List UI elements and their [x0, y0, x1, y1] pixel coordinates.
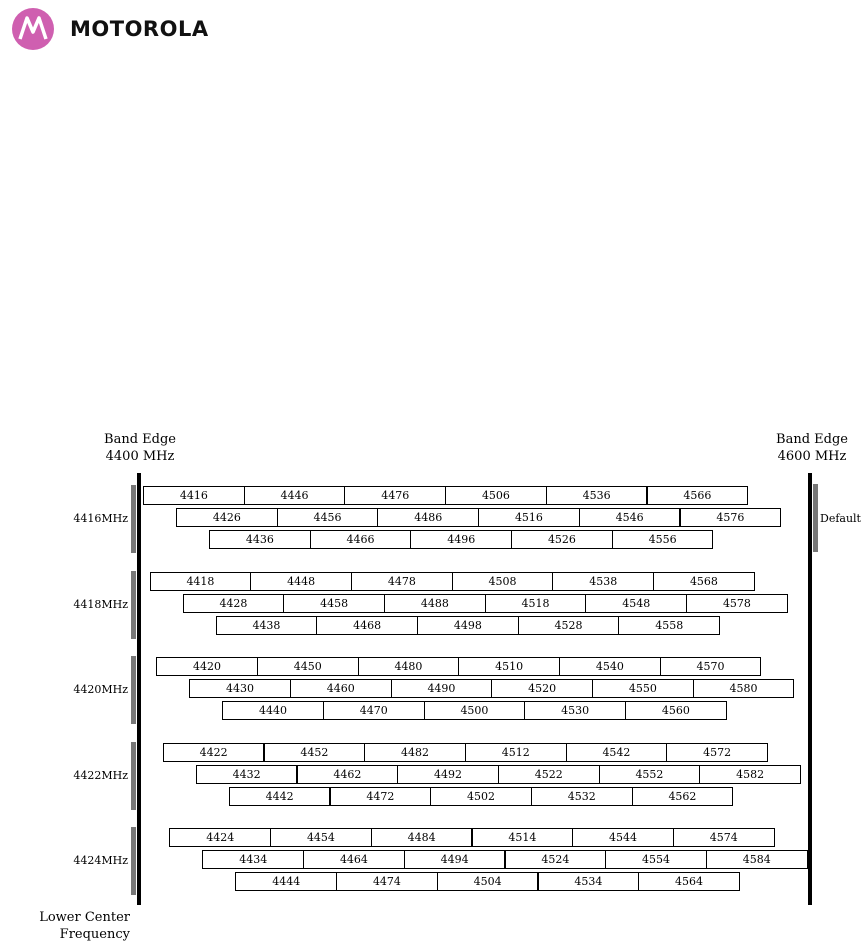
channel-cell: 4542 — [566, 743, 668, 762]
band-edge-right-line — [808, 473, 812, 905]
channel-cell: 4512 — [465, 743, 567, 762]
channel-cell: 4434 — [202, 850, 304, 869]
channel-cell: 4568 — [653, 572, 755, 591]
channel-cell: 4534 — [538, 872, 640, 891]
channel-cell: 4564 — [638, 872, 740, 891]
channel-cell: 4426 — [176, 508, 278, 527]
channel-cell: 4570 — [660, 657, 762, 676]
channel-cell: 4420 — [156, 657, 258, 676]
default-label: Default — [820, 512, 861, 525]
channel-cell: 4530 — [524, 701, 626, 720]
group-marker-bar — [131, 656, 136, 724]
channel-cell: 4474 — [336, 872, 438, 891]
channel-cell: 4558 — [618, 616, 720, 635]
channel-cell: 4546 — [579, 508, 681, 527]
channel-cell: 4496 — [410, 530, 512, 549]
channel-cell: 4478 — [351, 572, 453, 591]
band-edge-left-line — [137, 473, 141, 905]
motorola-logo — [12, 8, 209, 50]
group-marker-bar — [131, 571, 136, 639]
channel-cell: 4578 — [686, 594, 788, 613]
channel-cell: 4532 — [531, 787, 633, 806]
group-marker-bar — [131, 485, 136, 553]
channel-cell: 4538 — [552, 572, 654, 591]
channel-cell: 4442 — [229, 787, 331, 806]
channel-cell: 4446 — [244, 486, 346, 505]
channel-cell: 4488 — [384, 594, 486, 613]
group-label: 4420MHz — [73, 683, 128, 696]
channel-cell: 4448 — [250, 572, 352, 591]
channel-cell: 4466 — [310, 530, 412, 549]
channel-cell: 4424 — [169, 828, 271, 847]
channel-cell: 4566 — [647, 486, 749, 505]
channel-cell: 4522 — [498, 765, 600, 784]
channel-cell: 4576 — [680, 508, 782, 527]
channel-cell: 4574 — [673, 828, 775, 847]
channel-cell: 4526 — [511, 530, 613, 549]
channel-cell: 4454 — [270, 828, 372, 847]
channel-cell: 4502 — [430, 787, 532, 806]
lower-center-frequency-label: Lower Center Frequency — [39, 910, 130, 942]
group-label: 4422MHz — [73, 768, 128, 782]
channel-cell: 4556 — [612, 530, 714, 549]
channel-cell: 4480 — [358, 657, 460, 676]
channel-cell: 4524 — [505, 850, 607, 869]
motorola-batwing-icon — [12, 8, 54, 50]
channel-cell: 4548 — [585, 594, 687, 613]
channel-cell: 4464 — [303, 850, 405, 869]
channel-cell: 4484 — [371, 828, 473, 847]
channel-cell: 4422 — [163, 743, 265, 762]
band-edge-right-label: Band Edge 4600 MHz — [776, 432, 848, 464]
channel-cell: 4490 — [391, 679, 493, 698]
group-label: 4416MHz — [73, 512, 128, 525]
group-marker-bar — [131, 742, 136, 810]
channel-cell: 4430 — [189, 679, 291, 698]
channel-cell: 4476 — [344, 486, 446, 505]
channel-cell: 4438 — [216, 616, 318, 635]
band-edge-left-label: Band Edge 4400 MHz — [104, 432, 176, 464]
channel-cell: 4436 — [209, 530, 311, 549]
channel-cell: 4518 — [485, 594, 587, 613]
channel-cell: 4520 — [491, 679, 593, 698]
brand-name: MOTOROLA — [70, 17, 209, 41]
channel-cell: 4416 — [143, 486, 245, 505]
channel-cell: 4544 — [572, 828, 674, 847]
channel-cell: 4508 — [452, 572, 554, 591]
channel-cell: 4584 — [706, 850, 808, 869]
channel-cell: 4468 — [316, 616, 418, 635]
channel-cell: 4460 — [290, 679, 392, 698]
channel-cell: 4494 — [404, 850, 506, 869]
channel-cell: 4450 — [257, 657, 359, 676]
channel-cell: 4550 — [592, 679, 694, 698]
channel-cell: 4500 — [424, 701, 526, 720]
channel-cell: 4506 — [445, 486, 547, 505]
channel-cell: 4504 — [437, 872, 539, 891]
channel-cell: 4582 — [699, 765, 801, 784]
default-marker-bar — [813, 484, 818, 552]
channel-cell: 4552 — [599, 765, 701, 784]
channel-cell: 4492 — [397, 765, 499, 784]
channel-cell: 4514 — [472, 828, 574, 847]
group-marker-bar — [131, 827, 136, 895]
channel-cell: 4470 — [323, 701, 425, 720]
channel-cell: 4456 — [277, 508, 379, 527]
channel-cell: 4498 — [417, 616, 519, 635]
channel-cell: 4452 — [264, 743, 366, 762]
channel-cell: 4572 — [666, 743, 768, 762]
channel-cell: 4458 — [283, 594, 385, 613]
channel-cell: 4562 — [632, 787, 734, 806]
channel-cell: 4528 — [518, 616, 620, 635]
channel-cell: 4580 — [693, 679, 795, 698]
channel-cell: 4510 — [458, 657, 560, 676]
channel-cell: 4432 — [196, 765, 298, 784]
group-label: 4424MHz — [73, 854, 128, 867]
channel-cell: 4554 — [605, 850, 707, 869]
channel-cell: 4560 — [625, 701, 727, 720]
group-label: 4418MHz — [73, 597, 128, 611]
channel-cell: 4536 — [546, 486, 648, 505]
channel-cell: 4428 — [183, 594, 285, 613]
channel-cell: 4540 — [559, 657, 661, 676]
channel-cell: 4462 — [297, 765, 399, 784]
channel-cell: 4440 — [222, 701, 324, 720]
channel-cell: 4482 — [364, 743, 466, 762]
channel-cell: 4444 — [235, 872, 337, 891]
channel-cell: 4486 — [377, 508, 479, 527]
channel-cell: 4472 — [330, 787, 432, 806]
channel-cell: 4516 — [478, 508, 580, 527]
channel-cell: 4418 — [150, 572, 252, 591]
